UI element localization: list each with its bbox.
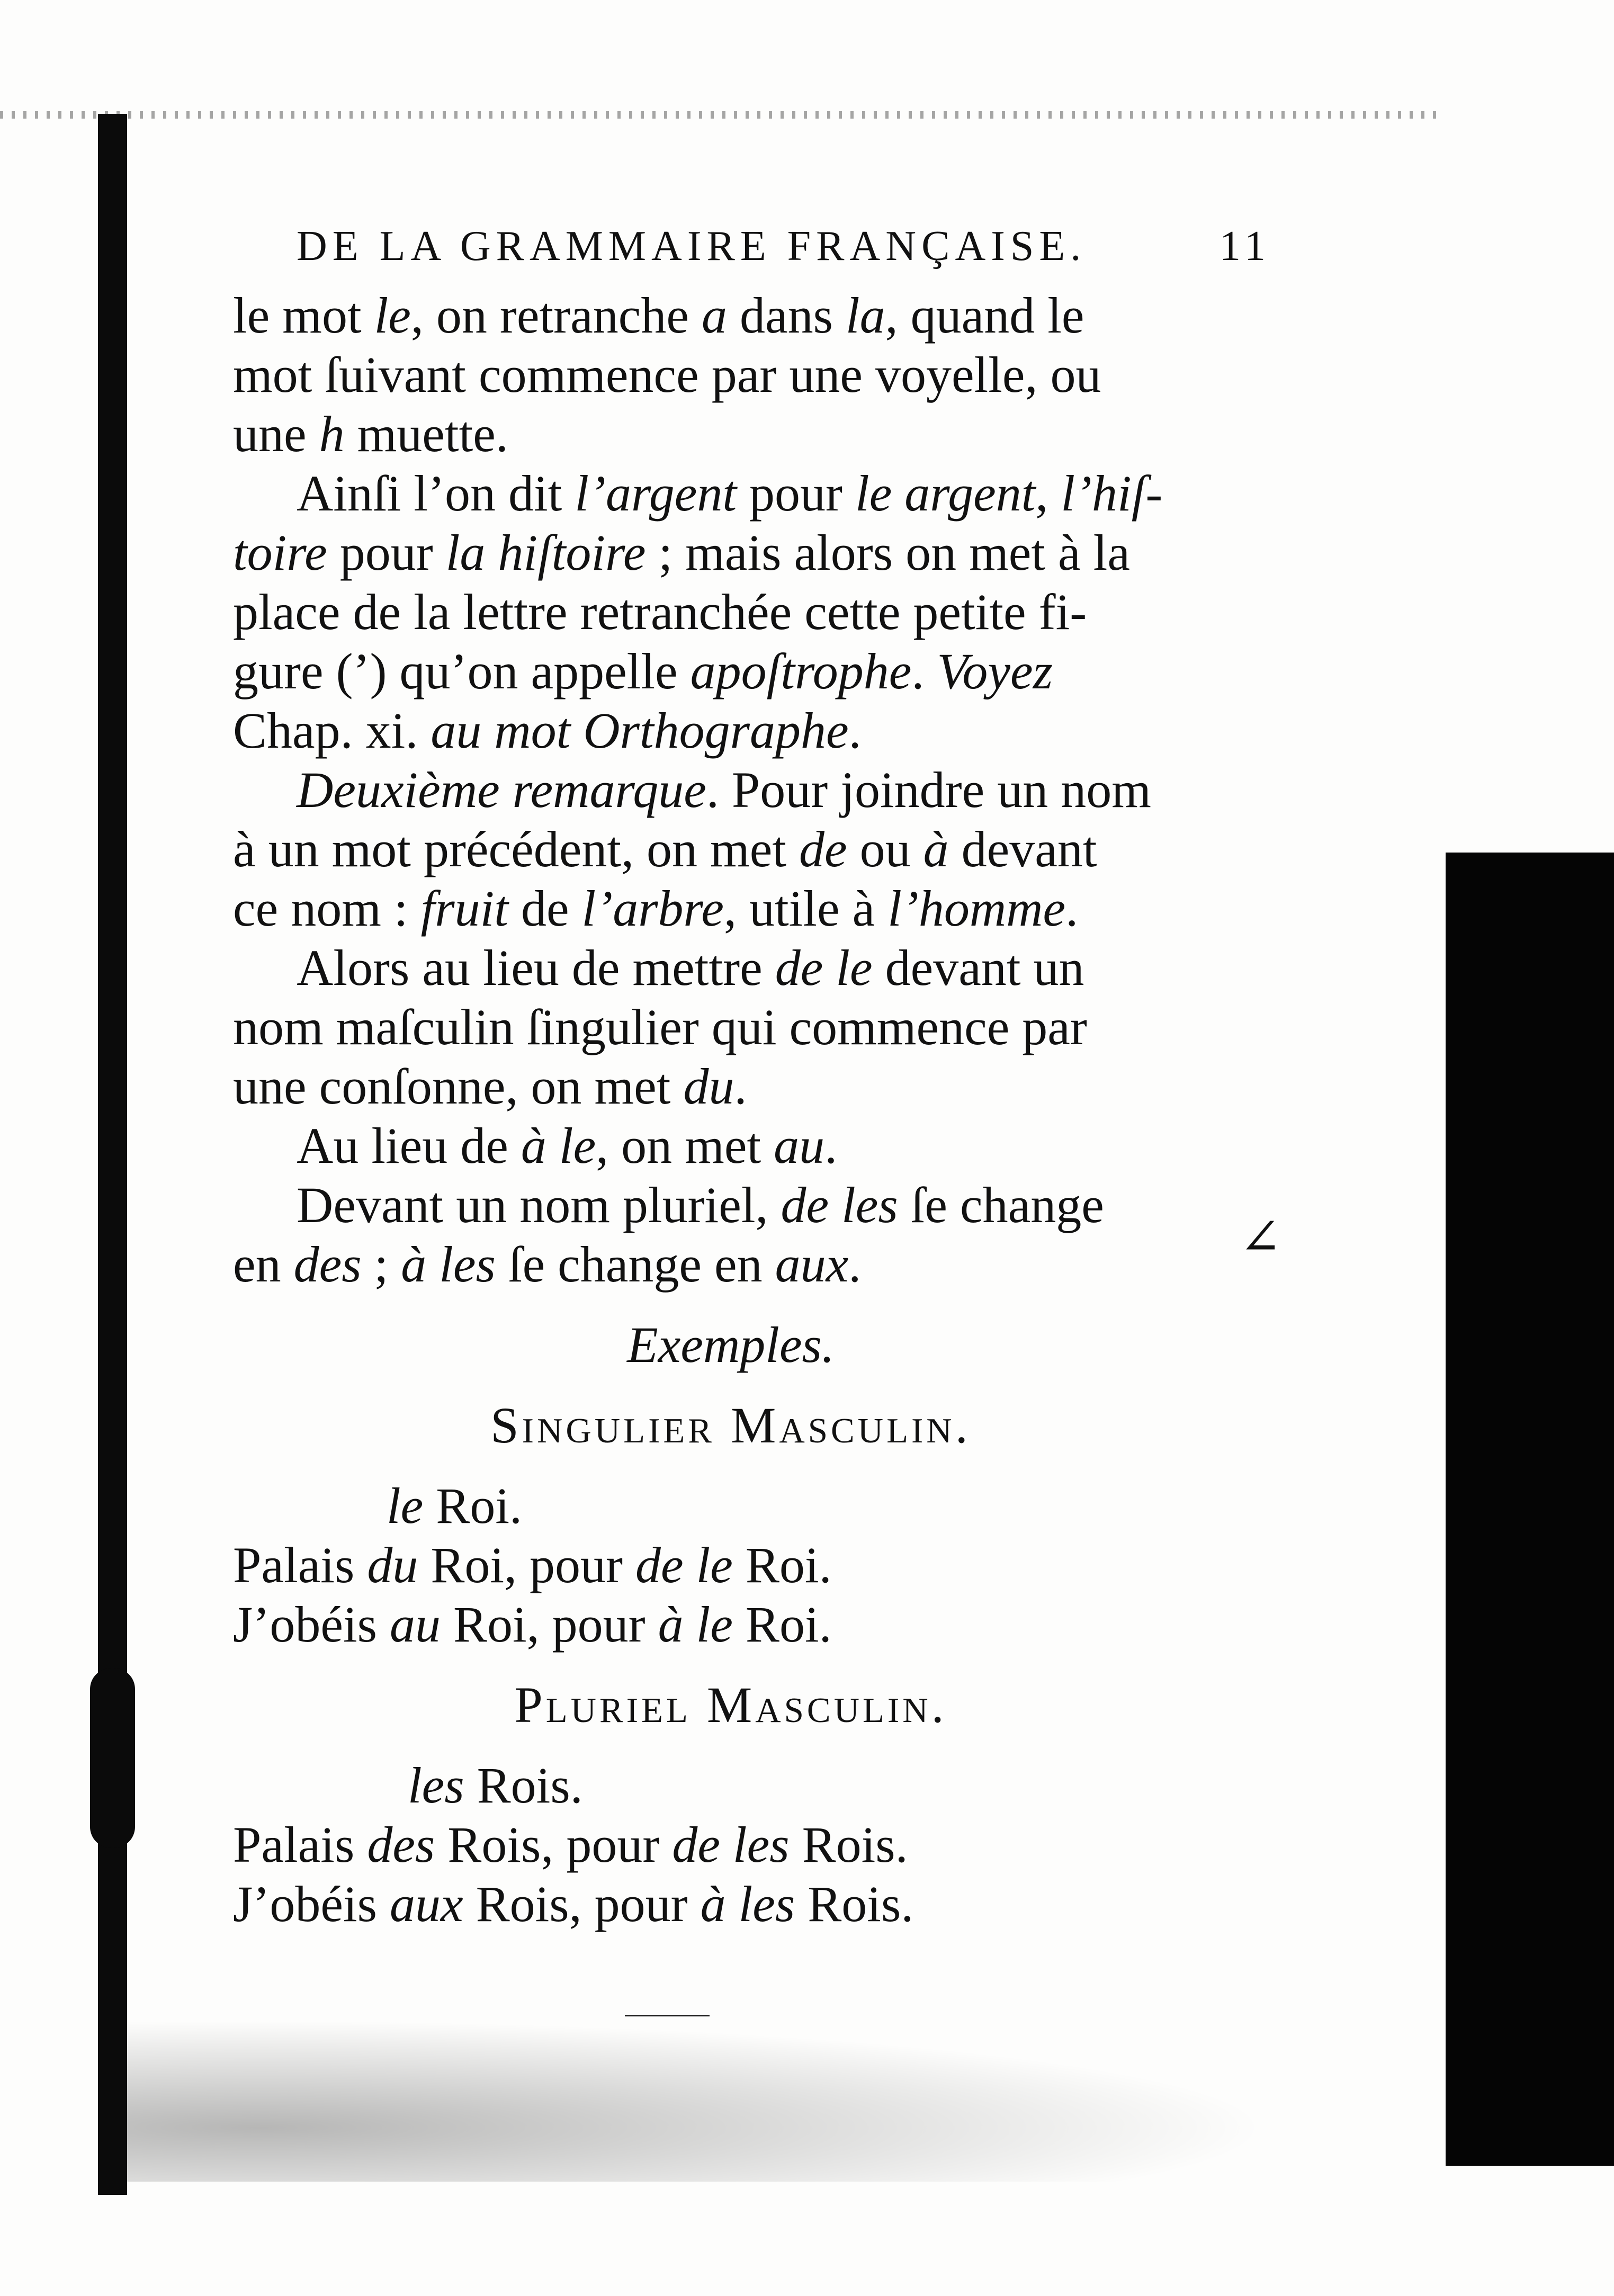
text-line: une h muette. xyxy=(233,406,508,462)
running-title: DE LA GRAMMAIRE FRANÇAISE. xyxy=(297,223,1087,270)
text-line: Chap. xi. au mot Orthographe. xyxy=(233,702,862,759)
text-line: Devant un nom pluriel, de les ſe change xyxy=(297,1177,1104,1233)
bottom-smudge xyxy=(127,2002,1440,2182)
example-line: le Roi. xyxy=(387,1477,522,1534)
margin-mark: ∠ xyxy=(1239,1209,1282,1266)
example-line: Palais des Rois, pour de les Rois. xyxy=(233,1816,908,1873)
text-line: gure (’) qu’on appelle apoſtrophe. Voyez xyxy=(233,643,1053,699)
text-line: le mot le, on retranche a dans la, quand le xyxy=(233,287,1084,344)
page-top-edge xyxy=(0,111,1440,119)
page-number: 11 xyxy=(1219,223,1271,270)
running-header xyxy=(297,222,1271,271)
text-line: Alors au lieu de mettre de le devant un xyxy=(297,939,1084,996)
text-line: à un mot précédent, on met de ou à devant xyxy=(233,821,1097,877)
body-text xyxy=(233,286,1229,1934)
text-line: nom maſculin ſingulier qui commence par xyxy=(233,999,1087,1055)
example-line: Palais du Roi, pour de le Roi. xyxy=(233,1537,832,1593)
text-line: Deuxième remarque. Pour joindre un nom xyxy=(297,761,1151,818)
example-line: les Rois. xyxy=(408,1757,583,1814)
text-line: en des ; à les ſe change en aux. xyxy=(233,1236,862,1293)
example-line: J’obéis au Roi, pour à le Roi. xyxy=(233,1596,832,1653)
text-line: Au lieu de à le, on met au. xyxy=(297,1117,838,1174)
text-line: toire pour la hiſtoire ; mais alors on met à la xyxy=(233,524,1130,581)
text-line: ce nom : fruit de l’arbre, utile à l’homme. xyxy=(233,880,1079,937)
singular-masculine-heading: Singulier Masculin. xyxy=(490,1397,971,1454)
plural-masculine-heading: Pluriel Masculin. xyxy=(514,1676,947,1733)
text-line: une conſonne, on met du. xyxy=(233,1058,747,1115)
end-rule xyxy=(625,2015,710,2016)
text-line: place de la lettre retranchée cette petite fi- xyxy=(233,584,1087,640)
examples-heading: Exemples. xyxy=(627,1316,835,1373)
text-line: mot ſuivant commence par une voyelle, ou xyxy=(233,346,1101,403)
page-edge-dark-bar xyxy=(1446,853,1614,2166)
book-spine-shadow xyxy=(98,114,127,2195)
example-line: J’obéis aux Rois, pour à les Rois. xyxy=(233,1876,914,1932)
book-spine-bulge xyxy=(90,1668,135,1848)
text-line: Ainſi l’on dit l’argent pour le argent, l’hiſ- xyxy=(297,465,1163,522)
